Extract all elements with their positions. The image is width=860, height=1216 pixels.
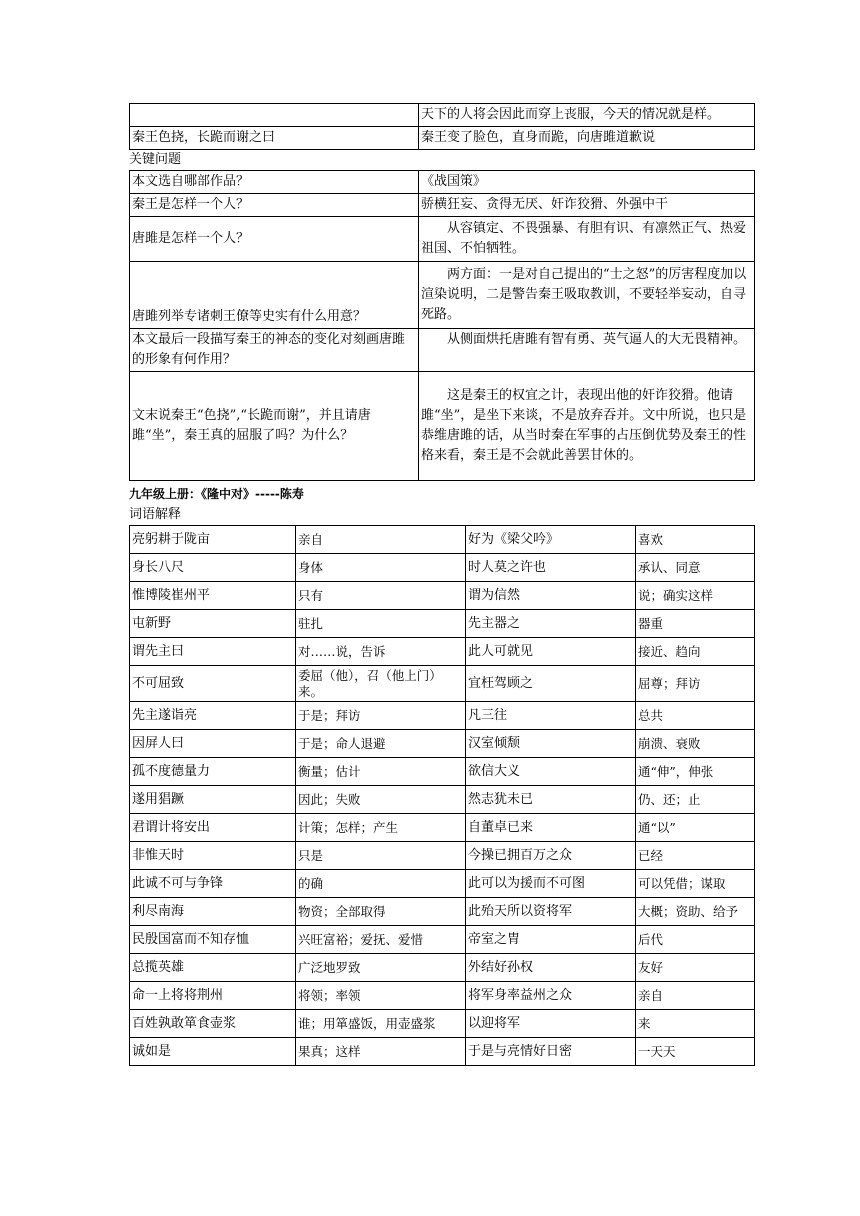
- word-cell: 此人可就见: [466, 638, 636, 666]
- meaning-cell: 广泛地罗致: [296, 954, 466, 982]
- word-cell: 自董卓已来: [466, 814, 636, 842]
- table-row: [130, 870, 755, 898]
- table-row: [130, 194, 755, 217]
- table-row: [130, 814, 755, 842]
- answer-cell: 骄横狂妄、贪得无厌、奸诈狡猾、外强中干: [419, 194, 755, 217]
- word-cell: 总揽英雄: [130, 954, 296, 982]
- word-cell: 亮躬耕于陇亩: [130, 526, 296, 554]
- meaning-cell: 崩溃、衰败: [636, 730, 755, 758]
- meaning-cell: 将领；率领: [296, 982, 466, 1010]
- meaning-cell: 果真；这样: [296, 1038, 466, 1066]
- word-cell: 谓先主曰: [130, 638, 296, 666]
- meaning-cell: 兴旺富裕；爱抚、爱惜: [296, 926, 466, 954]
- meaning-cell: 通“伸”，伸张: [636, 758, 755, 786]
- word-cell: 将军身率益州之众: [466, 982, 636, 1010]
- meaning-cell: 物资；全部取得: [296, 898, 466, 926]
- word-cell: 宜枉驾顾之: [466, 666, 636, 702]
- continued-translation-table: [129, 103, 755, 150]
- original-text-cell: 秦王色挠，长跪而谢之曰: [130, 127, 419, 150]
- table-row: [130, 554, 755, 582]
- word-cell: 身长八尺: [130, 554, 296, 582]
- table-row: [130, 262, 755, 329]
- table-row: [130, 702, 755, 730]
- meaning-cell: 说；确实这样: [636, 582, 755, 610]
- meaning-cell: 委屈（他），召（他上门）来。: [296, 666, 466, 702]
- word-cell: 此诚不可与争锋: [130, 870, 296, 898]
- word-cell: 外结好孙权: [466, 954, 636, 982]
- word-cell: 非惟天时: [130, 842, 296, 870]
- answer-cell: 从侧面烘托唐雎有智有勇、英气逼人的大无畏精神。: [419, 329, 755, 372]
- meaning-cell: 计策；怎样；产生: [296, 814, 466, 842]
- word-cell: 民殷国富而不知存恤: [130, 926, 296, 954]
- meaning-cell: 亲自: [296, 526, 466, 554]
- table-row: [130, 730, 755, 758]
- question-cell: 本文选自哪部作品？: [130, 171, 419, 194]
- table-row: [130, 610, 755, 638]
- word-cell: 帝室之胄: [466, 926, 636, 954]
- meaning-cell: 只是: [296, 842, 466, 870]
- vocabulary-table: [129, 525, 755, 1066]
- word-cell: 孤不度德量力: [130, 758, 296, 786]
- word-cell: 命一上将将荆州: [130, 982, 296, 1010]
- word-cell: 利尽南海: [130, 898, 296, 926]
- word-cell: 百姓孰敢箪食壶浆: [130, 1010, 296, 1038]
- table-row: [130, 127, 755, 150]
- word-cell: 今操已拥百万之众: [466, 842, 636, 870]
- table-row: [130, 1038, 755, 1066]
- table-row: [130, 104, 755, 127]
- question-cell: 本文最后一段描写秦王的神态的变化对刻画唐雎的形象有何作用？: [130, 329, 419, 372]
- section-heading: 九年级上册：《隆中对》-----陈寿: [129, 487, 304, 501]
- table-row: [130, 982, 755, 1010]
- table-row: [130, 217, 755, 262]
- table-row: [130, 898, 755, 926]
- table-row: [130, 926, 755, 954]
- meaning-cell: 可以凭借；谋取: [636, 870, 755, 898]
- vocab-label: 词语解释: [129, 507, 182, 522]
- answer-cell: 从容镇定、不畏强暴、有胆有识、有凛然正气、热爱祖国、不怕牺牲。: [419, 217, 755, 262]
- table-row: [130, 171, 755, 194]
- key-questions-label: 关键问题: [129, 152, 182, 167]
- word-cell: 君谓计将安出: [130, 814, 296, 842]
- word-cell: 先主遂诣亮: [130, 702, 296, 730]
- meaning-cell: 身体: [296, 554, 466, 582]
- key-questions-table: [129, 170, 755, 481]
- word-cell: 然志犹未已: [466, 786, 636, 814]
- table-row: [130, 329, 755, 372]
- word-cell: 诚如是: [130, 1038, 296, 1066]
- table-row: [130, 842, 755, 870]
- meaning-cell: 大概；资助、给予: [636, 898, 755, 926]
- meaning-cell: 仍、还；止: [636, 786, 755, 814]
- translation-cell: 天下的人将会因此而穿上丧服，今天的情况就是样。: [419, 104, 755, 127]
- table-row: [130, 582, 755, 610]
- meaning-cell: 因此；失败: [296, 786, 466, 814]
- meaning-cell: 友好: [636, 954, 755, 982]
- word-cell: 于是与亮情好日密: [466, 1038, 636, 1066]
- table-row: [130, 638, 755, 666]
- table-row: [130, 526, 755, 554]
- table-row: [130, 666, 755, 702]
- word-cell: 因屏人曰: [130, 730, 296, 758]
- table-row: [130, 758, 755, 786]
- word-cell: 好为《梁父吟》: [466, 526, 636, 554]
- meaning-cell: 通“以”: [636, 814, 755, 842]
- word-cell: 欲信大义: [466, 758, 636, 786]
- meaning-cell: 的确: [296, 870, 466, 898]
- word-cell: 以迎将军: [466, 1010, 636, 1038]
- meaning-cell: 已经: [636, 842, 755, 870]
- meaning-cell: 于是；拜访: [296, 702, 466, 730]
- question-cell: 唐雎是怎样一个人？: [130, 217, 419, 262]
- table-row: [130, 372, 755, 481]
- meaning-cell: 总共: [636, 702, 755, 730]
- meaning-cell: 喜欢: [636, 526, 755, 554]
- meaning-cell: 器重: [636, 610, 755, 638]
- meaning-cell: 于是；命人退避: [296, 730, 466, 758]
- word-cell: 惟博陵崔州平: [130, 582, 296, 610]
- meaning-cell: 一天天: [636, 1038, 755, 1066]
- table-row: [130, 1010, 755, 1038]
- meaning-cell: 接近、趋向: [636, 638, 755, 666]
- table-row: [130, 786, 755, 814]
- question-cell: 唐雎列举专诸刺王僚等史实有什么用意？: [130, 262, 419, 329]
- word-cell: 时人莫之许也: [466, 554, 636, 582]
- word-cell: 汉室倾颓: [466, 730, 636, 758]
- word-cell: 此可以为援而不可图: [466, 870, 636, 898]
- question-cell: 秦王是怎样一个人？: [130, 194, 419, 217]
- meaning-cell: 后代: [636, 926, 755, 954]
- word-cell: 此殆天所以资将军: [466, 898, 636, 926]
- original-text-cell: [130, 104, 419, 127]
- meaning-cell: 对……说，告诉: [296, 638, 466, 666]
- answer-cell: 这是秦王的权宜之计，表现出他的奸诈狡猾。他请雎“坐”，是坐下来谈，不是放弃吞并。文中所说，也只是恭维唐雎的话，从当时秦在军事的占压倒优势及秦王的性格来看，秦王是不会就此善罢甘休的。: [419, 372, 755, 481]
- meaning-cell: 驻扎: [296, 610, 466, 638]
- answer-cell: 两方面：一是对自己提出的“士之怒”的厉害程度加以渲染说明，二是警告秦王吸取教训，不要轻举妄动，自寻死路。: [419, 262, 755, 329]
- meaning-cell: 衡量；估计: [296, 758, 466, 786]
- document-page: [129, 103, 754, 1066]
- word-cell: 凡三往: [466, 702, 636, 730]
- question-cell: 文末说秦王“色挠”,“长跪而谢”，并且请唐雎“坐”，秦王真的屈服了吗？为什么？: [130, 372, 419, 481]
- word-cell: 先主器之: [466, 610, 636, 638]
- answer-cell: 《战国策》: [419, 171, 755, 194]
- translation-cell: 秦王变了脸色，直身而跪，向唐雎道歉说: [419, 127, 755, 150]
- meaning-cell: 亲自: [636, 982, 755, 1010]
- meaning-cell: 只有: [296, 582, 466, 610]
- table-row: [130, 954, 755, 982]
- meaning-cell: 来: [636, 1010, 755, 1038]
- word-cell: 谓为信然: [466, 582, 636, 610]
- word-cell: 屯新野: [130, 610, 296, 638]
- word-cell: 遂用猖蹶: [130, 786, 296, 814]
- meaning-cell: 谁；用箪盛饭，用壶盛浆: [296, 1010, 466, 1038]
- meaning-cell: 承认、同意: [636, 554, 755, 582]
- word-cell: 不可屈致: [130, 666, 296, 702]
- meaning-cell: 屈尊；拜访: [636, 666, 755, 702]
